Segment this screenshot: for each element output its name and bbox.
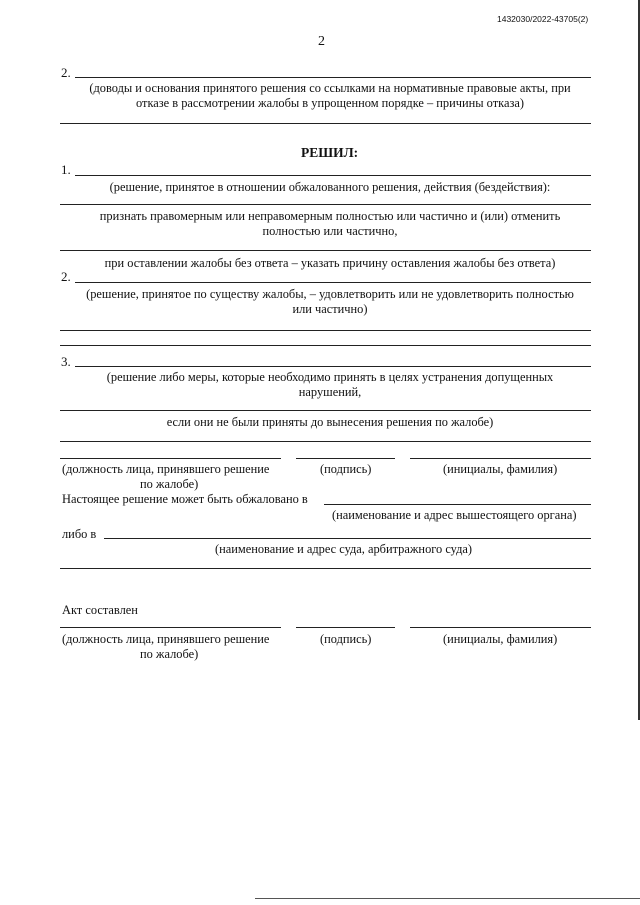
decision-item-2-number: 2.: [61, 269, 71, 284]
act-position-line: [60, 627, 281, 628]
decision-item-1-line3: [60, 250, 591, 251]
decision-item-3-line: [75, 366, 591, 367]
decision-item-1-hint3: полностью или частично,: [262, 224, 398, 238]
signature-1-position-label-1: (должность лица, принявшего решение: [62, 462, 270, 476]
decision-heading: РЕШИЛ:: [301, 145, 359, 160]
appeal-extra-line: [60, 568, 591, 569]
decision-item-3-line2: [60, 410, 591, 411]
act-sign-line: [296, 627, 395, 628]
signature-1-position-line: [60, 458, 281, 459]
item-2-top-hint-line2: отказе в рассмотрении жалобы в упрощенном порядке – причины отказа): [136, 96, 524, 110]
decision-item-1-hint4: при оставлении жалобы без ответа – указать причину оставления жалобы без ответа): [104, 256, 556, 270]
decision-item-3-hint2: нарушений,: [298, 385, 362, 399]
decision-item-1-hint2: признать правомерным или неправомерным полностью или частично и (или) отменить: [99, 209, 561, 223]
decision-item-3-hint1: (решение либо меры, которые необходимо принять в целях устранения допущенных: [106, 370, 554, 384]
decision-item-1-line: [75, 175, 591, 176]
act-name-line: [410, 627, 591, 628]
item-2-top-line: [75, 77, 591, 78]
decision-item-2-line: [75, 282, 591, 283]
scan-bottom-mark: [255, 898, 640, 899]
decision-item-2-line3: [60, 345, 591, 346]
signature-1-sign-line: [296, 458, 395, 459]
decision-item-3-hint3: если они не были приняты до вынесения решения по жалобе): [166, 415, 494, 429]
item-2-top-extra-line: [60, 123, 591, 124]
act-position-label-2: по жалобе): [140, 647, 199, 661]
signature-1-name-line: [410, 458, 591, 459]
signature-1-sign-label: (подпись): [320, 462, 372, 476]
item-2-top-number: 2.: [61, 65, 71, 80]
appeal-text: Настоящее решение может быть обжаловано в: [62, 492, 308, 506]
appeal-body-hint: (наименование и адрес вышестоящего органа): [332, 508, 577, 522]
act-label: Акт составлен: [62, 603, 138, 617]
signature-1-name-label: (инициалы, фамилия): [443, 462, 558, 476]
act-position-label-1: (должность лица, принявшего решение: [62, 632, 270, 646]
item-2-top-hint-line1: (доводы и основания принятого решения со ссылками на нормативные правовые акты, при: [89, 81, 571, 95]
appeal-body-line: [324, 504, 591, 505]
document-number: 1432030/2022-43705(2): [497, 14, 589, 24]
signature-1-position-label-2: по жалобе): [140, 477, 199, 491]
appeal-or-label: либо в: [62, 527, 97, 541]
decision-item-2-line2: [60, 330, 591, 331]
decision-item-3-line3: [60, 441, 591, 442]
appeal-court-line: [104, 538, 591, 539]
act-name-label: (инициалы, фамилия): [443, 632, 558, 646]
decision-item-1-number: 1.: [61, 162, 71, 177]
appeal-court-hint: (наименование и адрес суда, арбитражного суда): [215, 542, 473, 556]
decision-item-2-hint2: или частично): [292, 302, 368, 316]
decision-item-1-line2: [60, 204, 591, 205]
page-number: 2: [318, 34, 325, 49]
decision-item-3-number: 3.: [61, 354, 71, 369]
decision-item-1-hint1: (решение, принятое в отношении обжалованного решения, действия (бездействия):: [109, 180, 551, 194]
decision-item-2-hint1: (решение, принятое по существу жалобы, – удовлетворить или не удовлетворить полностью: [86, 287, 574, 301]
act-sign-label: (подпись): [320, 632, 372, 646]
